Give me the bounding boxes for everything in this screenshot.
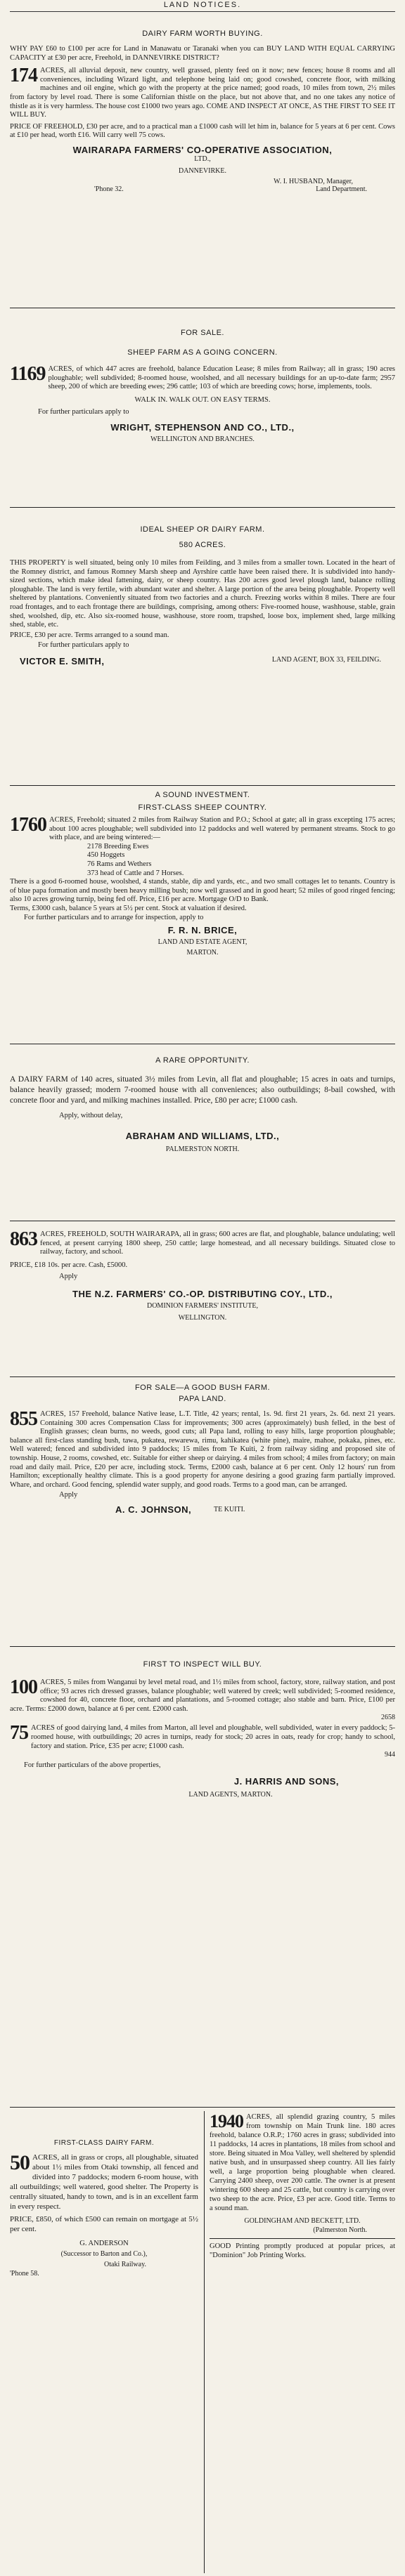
- phone-number: 'Phone 32.: [94, 185, 124, 193]
- acreage-figure: 75: [10, 1722, 28, 1744]
- company-place: WELLINGTON.: [178, 1313, 227, 1322]
- advert-title: FIRST-CLASS DAIRY FARM.: [53, 2139, 155, 2147]
- advert-body: [10, 365, 395, 392]
- agent-place: MARTON.: [186, 949, 219, 957]
- agent-place: PALMERSTON NORTH.: [165, 1145, 240, 1153]
- advert-body: THIS PROPERTY is well situated, being only 10 miles from Feilding, and 3 miles from a smaller town. Located in the heart of the Romney district, and famous Romney Marsh sheep and Ayrshire cattle have been raised there. It is subdivided into handy-sized sections, which make ideal fattening, dairy, or sheep country. Has 200 acres good level plough land, balance rolling ploughable. The land is very fertile, with abundant water and shelter. A large portion of the area being ploughable. Property well sheltered by plantations. Conveniently situated from two factories and a church. Freezing works within 8 miles. There are four road frontages, and to each frontage there are buildings, comprising, among others: Five-roomed house, washhouse, stable, grain shed, woolshed, dip, etc. Also six-roomed house, washhouse, store room, trapshed, loose box, implement shed, large milking shed, stable, etc.: [10, 559, 395, 629]
- advert-body: A DAIRY FARM of 140 acres, situated 3½ miles from Levin, all flat and ploughable; 15 acres in oats and turnips, balance heavily grassed; modern 7-roomed house with all conveniences; also outbuildings; 8-bail cowshed, with concrete floor and yard, and milking machines installed. Price, £80 per acre; £1000 cash.: [10, 1075, 395, 1105]
- company-name: WAIRARAPA FARMERS' CO-OPERATIVE ASSOCIATION,: [72, 144, 333, 155]
- advert-body: [10, 1678, 395, 1714]
- manager-name: W. I. HUSBAND, Manager,: [274, 177, 353, 185]
- advert-body-text: ACRES of good dairying land, 4 miles from Marton, all level and ploughable, well subdivided, water in every paddock; 5-roomed house, with outbuildings; 20 acres in turnips, ready for stock; 20 acres in oats, ready for crop; handy to school, factory and station. Price, £35 per acre; £1000 cash.: [31, 1724, 395, 1750]
- agent-place: Otaki Railway.: [104, 2261, 146, 2268]
- advert-body-text: ACRES, all in grass or crops, all ploughable, situated about 1½ miles from Otaki township, all fenced and divided into 7 paddocks; modern 6-room house, with all outbuildings; well watered, good shelter. The Property is centrally situated, handy to town, and is in an excellent farm in every respect.: [10, 2153, 198, 2211]
- advert-price: PRICE, £30 per acre. Terms arranged to a sound man.: [10, 631, 169, 639]
- advert-body: [10, 2153, 198, 2212]
- department: Land Department.: [316, 185, 367, 193]
- apply-line: For further particulars apply to: [38, 641, 129, 650]
- agent-place: TE KUITI.: [214, 1505, 245, 1513]
- advert-first-to-inspect: [10, 1653, 395, 1799]
- advert-body-text: ACRES, Freehold; situated 2 miles from Railway Station and P.O.; School at gate; all in grass excepting 175 acres; about 100 acres ploughable; well subdivided into 12 paddocks and well watered by permanent streams. Stock to go with place, and are being wintered:—: [49, 816, 395, 842]
- advert-terms: Terms, £3000 cash, balance 5 years at 5½ per cent. Stock at valuation if desired.: [10, 904, 247, 912]
- reference-number: 944: [385, 1751, 395, 1759]
- advert-subtitle: SHEEP FARM AS A GOING CONCERN.: [127, 348, 278, 357]
- advert-intro: WHY PAY £60 to £100 per acre for Land in Manawatu or Taranaki when you can BUY LAND WITH EQUAL CARRYING CAPACITY at £30 per acre, Freehold, in DANNEVIRKE DISTRICT?: [10, 45, 395, 62]
- advert-body-text: ACRES, all splendid grazing country, 5 miles from township on Main Trunk line. 180 acres freehold, balance O.R.P.; 1760 acres in grass; subdivided into 11 paddocks, 14 acres in plantations, 18 miles from school and store. Being situated in Moa Valley, well sheltered by splendid native bush, and in unsurpassed sheep country. All lies fairly well, a large proportion being ploughable when cleared. Carrying 2400 sheep, over 200 cattle. The owner is at present wintering 600 sheep and 25 cattle, but country is carrying over two sheep to the acre. Price, £3 per acre. Good title. Terms to a sound man.: [210, 2113, 395, 2212]
- stock-list: [10, 843, 395, 878]
- advert-first-class-dairy-farm: [10, 2111, 198, 2278]
- agent-line: [10, 1504, 395, 1516]
- agent-line: [10, 656, 395, 669]
- institute-name: DOMINION FARMERS' INSTITUTE,: [146, 1301, 258, 1310]
- divider: [10, 1376, 395, 1377]
- advert-title: IDEAL SHEEP OR DAIRY FARM.: [140, 525, 265, 534]
- advert-body: [10, 1230, 395, 1257]
- acreage-figure: 174: [10, 65, 37, 87]
- divider: [10, 2107, 395, 2108]
- agent-name: G. ANDERSON: [79, 2240, 129, 2247]
- divider: [210, 2238, 395, 2239]
- advert-body-text: ACRES, 5 miles from Wanganui by level metal road, and 1½ miles from school, factory, store, railway station, and post office; 93 acres rich dressed grasses, balance ploughable; well watered by creek; well subdivided; 5-roomed residence, cowshed for 40, concrete floor, orchard and plantations, and 5-roomed cottage; also stable and barn. Price, £100 per acre. Terms: £2000 down, balance at 6 per cent. £2000 cash.: [10, 1678, 395, 1713]
- apply-line: For further particulars and to arrange for inspection, apply to: [24, 913, 204, 921]
- advert-body-2: There is a good 6-roomed house, woolshed, 4 stands, stable, dip and yards, etc., and two small cottages let to tenants. Country is of blue papa formation and mostly been heavy milling bush; now well grassed and in good heart; 52 miles of good ringed fencing; also 10 acres growing turnip, being fed off. Price, £16 per acre. Mortgage O/D to Bank.: [10, 878, 395, 904]
- advert-grazing-country: [210, 2111, 395, 2260]
- advert-body-text: ACRES, 157 Freehold, balance Native lease, L.T. Title, 42 years; rental, 1s. 9d. first 21 years, 2s. 6d. next 21 years. Containing 300 acres Compensation Class for improvements; 300 acres (approximately) bush felled, in the best of English grasses; clean burns, no weeds, good cuts; all Papa land, rolling to easy hills, large proportion ploughable; balance all first-class standing bush, tawa, pukatea, rewarewa, rimu, kahikatea (white pine), maire, mahoe, pokaka, pines, etc. Well watered; fenced and subdivided into 9 paddocks; 15 miles from Te Kuiti, 2 from railway siding and proposed site of township. House, 2 rooms, cowshed, etc. Suitable for either sheep or dairying. 4 miles from school; 4 miles from factory; on main road and daily mail. Price, £20 per acre, including stock. Terms, £2000 cash, balance at 6 per cent. Only 12 hours' run from Hamilton; exceptionally healthy climate. This is a good property for anyone desiring a good grazing farm partially improved. Whare, and orchard. Good fencing, splendid water supply, and good roads. Terms to a good man, can be arranged.: [10, 1410, 395, 1489]
- agent-title: (Successor to Barton and Co.),: [60, 2250, 148, 2258]
- advert-title: FOR SALE—A GOOD BUSH FARM.: [134, 1384, 271, 1392]
- advert-south-wairarapa: [10, 1226, 395, 1322]
- column-divider: [204, 2111, 205, 2573]
- apply-line: Apply: [59, 1491, 78, 1499]
- agent-address: LAND AGENT, BOX 33, FEILDING.: [271, 655, 381, 664]
- advert-price: PRICE, £850, of which £500 can remain on mortgage at 5½ per cent.: [10, 2215, 198, 2233]
- apply-line: Apply: [59, 1273, 78, 1281]
- advert-rare-opportunity: [10, 1049, 395, 1153]
- advert-body-text: ACRES, FREEHOLD, SOUTH WAIRARAPA, all in grass; 600 acres are flat, and ploughable, balance undulating; well fenced, at present carrying 1800 sheep, 250 cattle; large homestead, and all necessary buildings. Situated close to railway, factory, and school.: [40, 1230, 395, 1256]
- company-place: DANNEVIRKE.: [178, 166, 227, 175]
- stock-item: 373 head of Cattle and 7 Horses.: [87, 869, 184, 877]
- agent-name: ABRAHAM AND WILLIAMS, LTD.,: [125, 1130, 280, 1141]
- advert-title: FOR SALE.: [181, 329, 224, 337]
- advert-body: [10, 1410, 395, 1490]
- stock-item: 76 Rams and Wethers: [87, 860, 152, 868]
- divider: [10, 785, 395, 786]
- advert-sheep-farm: [10, 316, 395, 443]
- advert-subtitle: FIRST-CLASS SHEEP COUNTRY.: [138, 803, 267, 812]
- company-name: J. HARRIS AND SONS,: [233, 1775, 339, 1787]
- company-name: WRIGHT, STEPHENSON AND CO., LTD.,: [110, 422, 295, 433]
- acreage-figure: 863: [10, 1228, 37, 1250]
- bottom-columns: [10, 2111, 395, 2573]
- advert-price: PRICE OF FREEHOLD, £30 per acre, and to a practical man a £1000 cash will let him in, balance for 5 years at 6 per cent. Cows at £10 per head, worth £16. Will carry well 75 cows.: [10, 122, 395, 140]
- acreage-figure: 100: [10, 1676, 37, 1698]
- advert-body: [10, 67, 395, 120]
- advert-sound-investment: [10, 791, 395, 957]
- acreage-figure: 1940: [210, 2111, 243, 2131]
- advert-subtitle: PAPA LAND.: [179, 1395, 226, 1403]
- advert-terms: WALK IN. WALK OUT. ON EASY TERMS.: [134, 395, 271, 404]
- apply-line: For further particulars apply to: [38, 407, 129, 416]
- acreage-figure: 50: [10, 2151, 30, 2174]
- contact-line: [10, 185, 395, 194]
- agent-title: LAND AND ESTATE AGENT,: [158, 938, 248, 947]
- advert-body-text: ACRES, all alluvial deposit, new country, well grassed, plenty feed on it now; new fences; house 8 rooms and all conveniences, including Wizard light, and telephone being laid on; good cowshed, concrete floor, with milking machines and oil engine, which go with the property at the price named; good roads, 10 miles from town, 2½ miles from factory by level road. There is some Californian thistle on the place, but not above that, and no one takes any notice of thistle as it is very harmless. The house cost £1000 two years ago. COME AND INSPECT AT ONCE, AS THE FIRST TO SEE IT WILL BUY.: [10, 67, 395, 119]
- stock-item: 2178 Breeding Ewes: [87, 842, 149, 850]
- company-suffix: LTD.,: [194, 155, 211, 163]
- advert-body: [210, 2112, 395, 2213]
- advert-title: DAIRY FARM WORTH BUYING.: [142, 29, 263, 38]
- company-name: GOLDINGHAM AND BECKETT, LTD.: [244, 2217, 361, 2225]
- advert-ideal-sheep-or-dairy-farm: [10, 514, 395, 669]
- acreage-figure: 855: [10, 1408, 37, 1430]
- phone-number: 'Phone 58.: [10, 2270, 39, 2278]
- advert-title: A SOUND INVESTMENT.: [155, 791, 250, 799]
- agent-name: VICTOR E. SMITH,: [20, 655, 105, 666]
- section-heading: LAND NOTICES.: [10, 0, 395, 12]
- reference-number: 2658: [381, 1714, 395, 1722]
- advert-acreage: 580 ACRES.: [179, 541, 226, 549]
- divider: [10, 507, 395, 508]
- acreage-figure: 1760: [10, 814, 46, 836]
- company-branches: WELLINGTON AND BRANCHES.: [150, 435, 255, 444]
- advert-bush-farm: [10, 1382, 395, 1516]
- advert-price: PRICE, £18 10s. per acre. Cash, £5000.: [10, 1261, 128, 1269]
- apply-line: For further particulars of the above properties,: [24, 1761, 161, 1770]
- agent-name: F. R. N. BRICE,: [167, 925, 238, 936]
- advert-dairy-farm-worth-buying: [10, 13, 395, 194]
- company-title: LAND AGENTS, MARTON.: [188, 1790, 273, 1799]
- printing-notice: GOOD Printing promptly produced at popular prices, at "Dominion" Job Printing Works.: [210, 2242, 395, 2259]
- advert-title: FIRST TO INSPECT WILL BUY.: [143, 1660, 262, 1669]
- agent-name: A. C. JOHNSON,: [115, 1504, 192, 1515]
- company-name: THE N.Z. FARMERS' CO.-OP. DISTRIBUTING COY., LTD.,: [72, 1288, 333, 1299]
- advert-body-2: [10, 1724, 395, 1751]
- advert-title: A RARE OPPORTUNITY.: [155, 1056, 250, 1065]
- advert-body-text: ACRES, of which 447 acres are freehold, balance Education Lease; 8 miles from Railway; all in grass; 190 acres ploughable; well subdivided; 8-roomed house, woolshed, and all necessary buildings for an up-to-date farm; 2957 sheep, 200 of which are breeding ewes; 296 cattle; 103 of which are breeding cows; horse, implements, tools.: [48, 365, 395, 391]
- stock-item: 450 Hoggets: [87, 851, 125, 860]
- company-place: (Palmerston North.: [313, 2226, 367, 2234]
- advert-body: [10, 816, 395, 843]
- apply-line: Apply, without delay,: [59, 1112, 123, 1119]
- divider: [10, 1646, 395, 1647]
- acreage-figure: 1169: [10, 363, 46, 385]
